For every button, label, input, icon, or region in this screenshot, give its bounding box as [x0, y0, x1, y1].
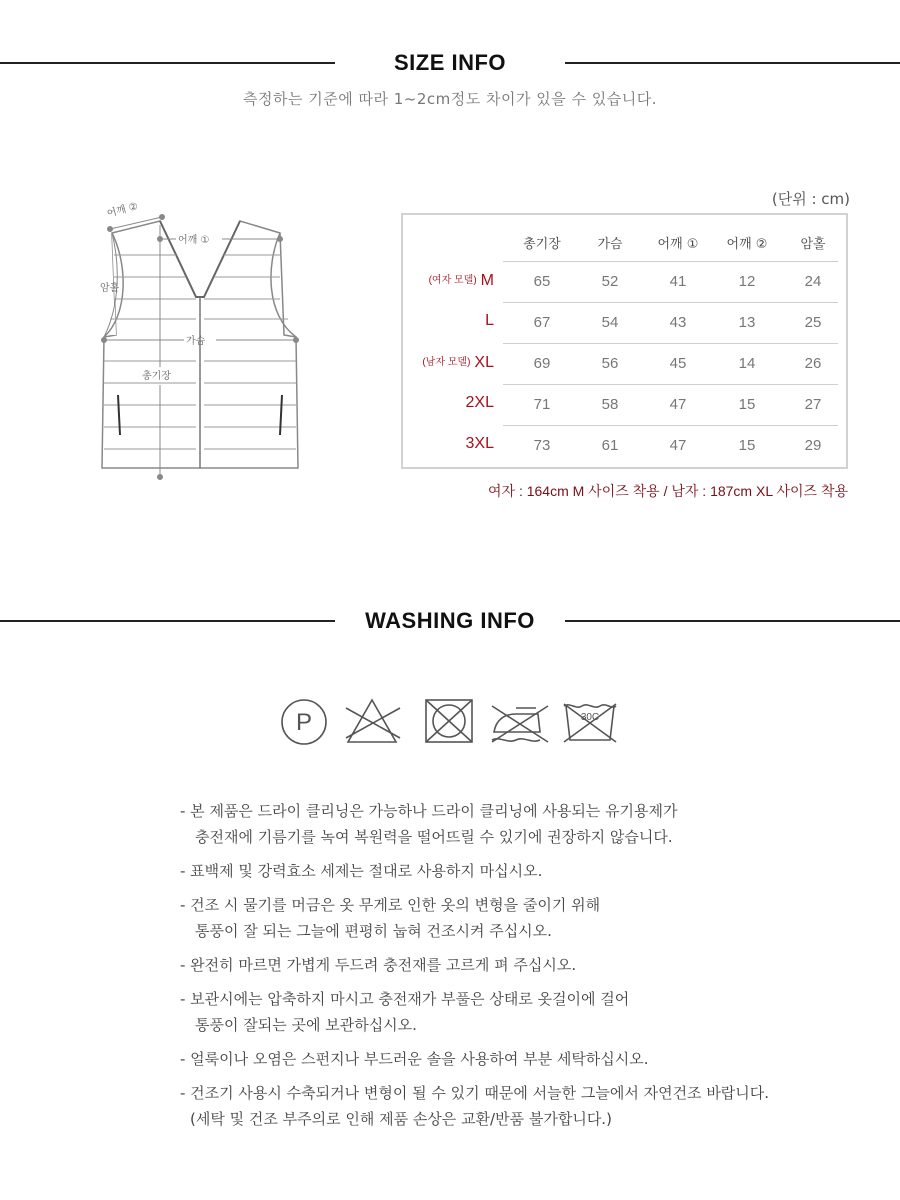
size-table: [401, 213, 848, 469]
size-name: 2XL: [465, 394, 494, 411]
table-row: [403, 343, 846, 384]
table-cell: 15: [738, 396, 756, 413]
note-line: 통풍이 잘되는 곳에 보관하십시오.: [195, 1016, 417, 1034]
size-label: [422, 353, 494, 372]
note-item: [180, 1080, 880, 1132]
washing-notes: [180, 798, 880, 1140]
label-shoulder1: 어깨 ①: [178, 235, 210, 246]
header-length: 총기장: [523, 237, 561, 252]
note-line: - 완전히 마르면 가볍게 두드려 충전재를 고르게 펴 주십시오.: [180, 956, 577, 974]
table-header: [403, 215, 846, 261]
no-bleach-icon: [346, 700, 400, 742]
table-cell: 47: [669, 437, 687, 454]
table-cell: 13: [738, 314, 756, 331]
vest-diagram: [80, 185, 310, 485]
table-cell: 58: [601, 396, 619, 413]
table-cell: 12: [738, 273, 756, 290]
size-info-subtitle: 측정하는 기준에 따라 1~2cm정도 차이가 있을 수 있습니다.: [243, 90, 657, 108]
unit-label: (단위 : cm): [771, 190, 850, 208]
note-line: - 건조 시 물기를 머금은 옷 무게로 인한 옷의 변형을 줄이기 위해: [180, 896, 601, 914]
table-cell: 61: [601, 437, 619, 454]
note-line: - 표백제 및 강력효소 세제는 절대로 사용하지 마십시오.: [180, 862, 543, 880]
header-chest: 가슴: [597, 237, 623, 252]
size-label: [462, 435, 494, 453]
row-separator: [503, 425, 838, 426]
model-prefix: (여자 모델): [428, 275, 477, 286]
note-line: - 보관시에는 압축하지 마시고 충전재가 부풀은 상태로 옷걸이에 걸어: [180, 990, 630, 1008]
table-cell: 52: [601, 273, 619, 290]
table-cell: 73: [533, 437, 551, 454]
note-line: (세탁 및 건조 부주의로 인해 제품 손상은 교환/반품 불가합니다.): [190, 1110, 612, 1128]
label-length: 총기장: [142, 371, 171, 382]
model-prefix: (남자 모델): [422, 357, 471, 368]
note-item: [180, 798, 880, 850]
label-armhole: 암홀: [100, 283, 120, 294]
note-item: [180, 1046, 880, 1072]
washing-info-title: WASHING INFO: [365, 608, 535, 633]
table-cell: 41: [669, 273, 687, 290]
washing-info-header: [0, 606, 900, 636]
note-item: [180, 952, 880, 978]
table-cell: 26: [804, 355, 822, 372]
note-line: - 건조기 사용시 수축되거나 변형이 될 수 있기 때문에 서늘한 그늘에서 자연건조 바랍니다.: [180, 1084, 770, 1102]
size-name: M: [480, 272, 494, 289]
note-item: [180, 858, 880, 884]
table-cell: 15: [738, 437, 756, 454]
note-line: 충전재에 기름기를 녹여 복원력을 떨어뜨릴 수 있기에 권장하지 않습니다.: [195, 828, 673, 846]
table-cell: 71: [533, 396, 551, 413]
table-cell: 47: [669, 396, 687, 413]
table-cell: 54: [601, 314, 619, 331]
label-chest: 가슴: [186, 336, 206, 347]
size-name: L: [485, 312, 494, 329]
no-tumble-dry-icon: [426, 700, 472, 742]
header-shoulder1: 어깨 ①: [657, 237, 699, 252]
size-info-header: [0, 48, 900, 78]
header-shoulder2: 어깨 ②: [726, 237, 768, 252]
table-cell: 27: [804, 396, 822, 413]
note-item: [180, 892, 880, 944]
note-item: [180, 986, 880, 1038]
label-shoulder2: 어깨 ②: [105, 201, 140, 220]
note-line: - 본 제품은 드라이 클리닝은 가능하나 드라이 클리닝에 사용되는 유기용제가: [180, 802, 678, 820]
hand-wash-30c-icon: [564, 704, 616, 742]
model-size-note: 여자 : 164cm M 사이즈 착용 / 남자 : 187cm XL 사이즈 착용: [488, 483, 848, 499]
table-cell: 69: [533, 355, 551, 372]
row-separator: [503, 384, 838, 385]
table-cell: 43: [669, 314, 687, 331]
dry-clean-p-icon: [282, 700, 326, 744]
table-cell: 65: [533, 273, 551, 290]
no-iron-icon: [492, 706, 548, 742]
table-cell: 56: [601, 355, 619, 372]
size-info-title: SIZE INFO: [393, 50, 507, 75]
table-cell: 14: [738, 355, 756, 372]
table-row: [403, 425, 846, 466]
size-label: [429, 271, 494, 290]
size-name: XL: [474, 354, 494, 371]
header-armhole: 암홀: [800, 237, 826, 252]
dry-clean-letter: P: [295, 709, 313, 736]
row-separator: [503, 302, 838, 303]
size-label: [481, 312, 494, 330]
table-row: [403, 302, 846, 343]
wash-temperature: 30C: [580, 712, 600, 723]
table-cell: 67: [533, 314, 551, 331]
care-icons: [278, 694, 623, 750]
table-row: [403, 384, 846, 425]
row-separator: [503, 261, 838, 262]
row-separator: [503, 343, 838, 344]
table-cell: 25: [804, 314, 822, 331]
table-row: [403, 261, 846, 302]
note-line: - 얼룩이나 오염은 스펀지나 부드러운 솔을 사용하여 부분 세탁하십시오.: [180, 1050, 649, 1068]
table-cell: 29: [804, 437, 822, 454]
table-cell: 24: [804, 273, 822, 290]
size-label: [462, 394, 494, 412]
note-line: 통풍이 잘 되는 그늘에 편평히 눕혀 건조시켜 주십시오.: [195, 922, 552, 940]
size-name: 3XL: [465, 435, 494, 452]
table-cell: 45: [669, 355, 687, 372]
